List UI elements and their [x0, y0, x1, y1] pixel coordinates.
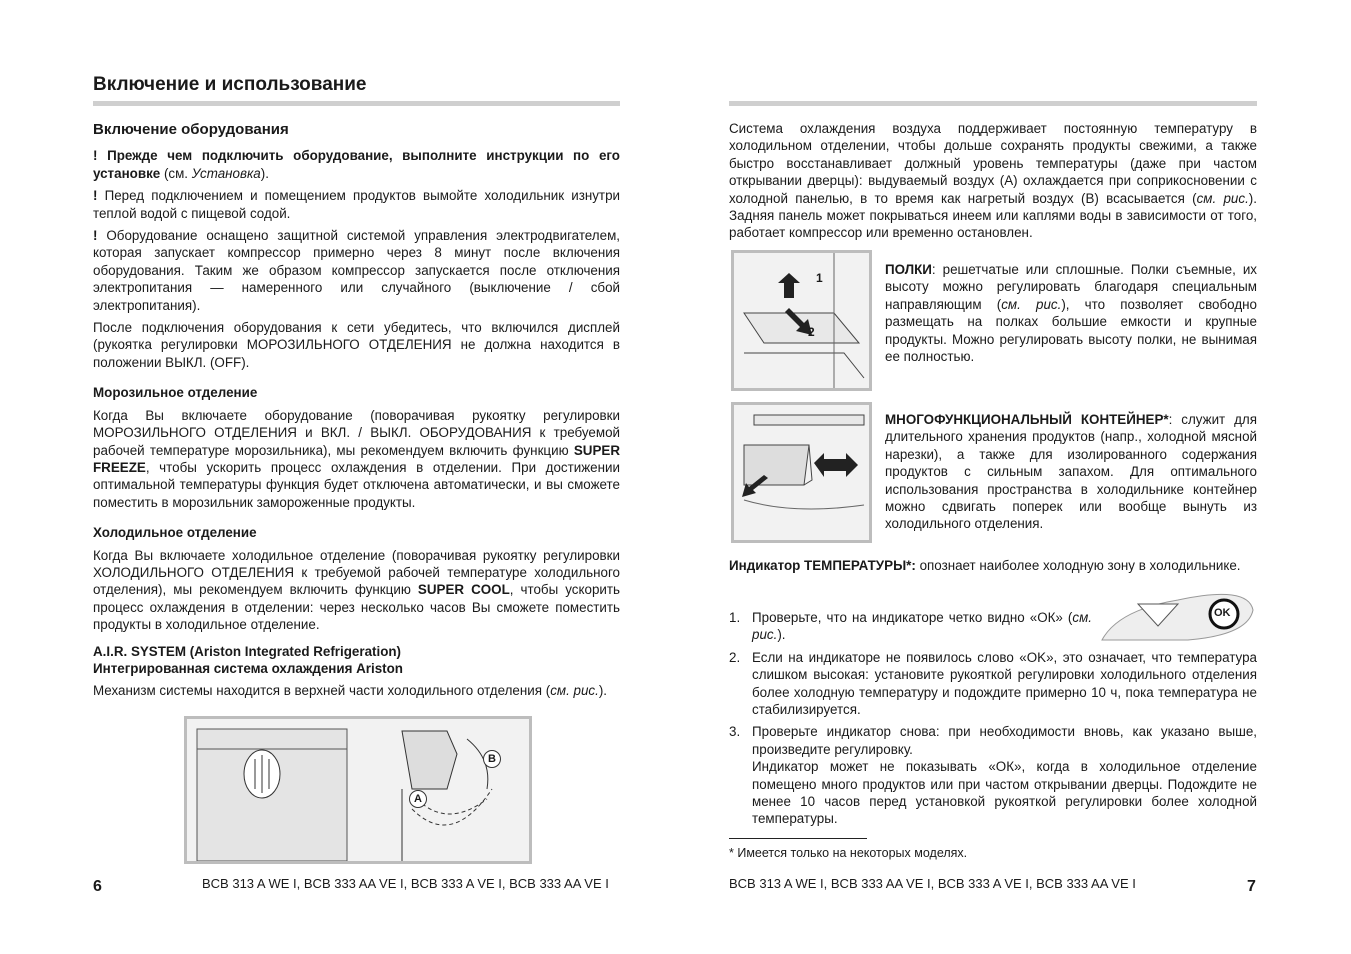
- air-system-figure: [184, 716, 532, 864]
- step-number: 2.: [729, 649, 741, 665]
- step-3: [729, 723, 1257, 827]
- shelves-figure: [731, 250, 872, 391]
- fridge-paragraph: [93, 547, 620, 634]
- ok-label: OK: [1214, 607, 1231, 619]
- page-number: 7: [1247, 878, 1256, 895]
- warning-text: Перед подключением и помещением продуктов вымойте холодильник изнутри теплой водой с пищевой содой.: [93, 188, 620, 221]
- shelves-label: ПОЛКИ: [885, 262, 932, 277]
- step-number: 1.: [729, 610, 741, 625]
- text: Когда Вы включаете холодильное отделение (поворачивая рукоятку регулировки ХОЛОДИЛЬНОГО ОТДЕЛЕНИЯ к требуемой рабочей температуре холодильного отделения), мы рекомендуем включить функцию: [93, 547, 620, 598]
- fig-ref: см. рис.: [752, 610, 1092, 643]
- container-illustration: [734, 405, 869, 540]
- fridge-heading: Холодильное отделение: [93, 525, 257, 541]
- arrow-label-1: 1: [816, 271, 823, 285]
- subtitle: Включение оборудования: [93, 121, 289, 138]
- indicator-label: Индикатор ТЕМПЕРАТУРЫ*:: [729, 558, 916, 573]
- shelves-paragraph: [885, 261, 1257, 365]
- air-system-illustration: [187, 719, 529, 861]
- text: ), что позволяет свободно размещать на полках большие емкости и крупные продукты. Можно регулировать высоту полки, не вынимая ее полностью.: [885, 296, 1257, 365]
- footer-models: BCB 313 A WE I, BCB 333 AA VE I, BCB 333 A VE I, BCB 333 AA VE I: [729, 876, 1136, 891]
- warning-end: ).: [260, 165, 269, 181]
- install-ref: Установка: [191, 165, 261, 181]
- step-text: Проверьте индикатор снова: при необходимости вновь, как указано выше, произведите регулировку.: [752, 724, 1257, 757]
- indicator-paragraph: [729, 557, 1257, 574]
- air-heading: A.I.R. SYSTEM (Ariston Integrated Refrigeration): [93, 643, 402, 659]
- footer-models: BCB 313 A WE I, BCB 333 AA VE I, BCB 333 A VE I, BCB 333 AA VE I: [202, 876, 609, 891]
- text: : служит для длительного хранения продуктов (напр., холодной мясной нарезки), а также для изолированного содержания продуктов с сильным запахом. Для оптимального использования пространства в холодильнике контейнер можно сдвигать поперек или вообще вынуть из холодильного отделения.: [885, 412, 1257, 532]
- container-label: МНОГОФУНКЦИОНАЛЬНЫЙ КОНТЕЙНЕР*: [885, 412, 1169, 427]
- warning-mark: !: [93, 188, 98, 204]
- intro-paragraph: [729, 120, 1257, 242]
- warning-install: [93, 147, 620, 182]
- arrow-label-2: 2: [808, 325, 815, 339]
- left-column: [93, 121, 620, 700]
- fig-ref: см. рис.: [1001, 296, 1062, 312]
- warning-motor: [93, 227, 620, 314]
- text: ).: [598, 683, 608, 699]
- text: , чтобы ускорить процесс охлаждения в отделении: через несколько часов Вы сможете поместить продукты в холодильное отделение.: [93, 582, 620, 633]
- text: Когда Вы включаете оборудование (поворачивая рукоятку регулировки МОРОЗИЛЬНОГО ОТДЕЛЕНИЯ и ВКЛ. / ВЫКЛ. ОБОРУДОВАНИЯ к требуемой рабочей температуре морозильника), мы рекомендуем включить функцию: [93, 407, 620, 458]
- footnote-rule: [729, 838, 867, 839]
- step-2: [729, 649, 1257, 719]
- text: , чтобы ускорить процесс охлаждения в отделении. При достижении оптимальной температуры функция будет отключена автоматически, и вы сможете поместить в морозильник замороженные продукты.: [93, 459, 620, 510]
- page-number: 6: [93, 878, 102, 895]
- fig-ref: см. рис.: [550, 683, 599, 699]
- label-a: A: [409, 790, 427, 808]
- step-text: Если на индикаторе не появилось слово «OK», это означает, что температура слишком высокая: установите рукояткой регулировки холодильного отделения более холодную температуру и подождите примерно 10 ч, пока температура не стабилизируется.: [752, 649, 1257, 718]
- display-paragraph: После подключения оборудования к сети убедитесь, что включился дисплей (рукоятка регулировки МОРОЗИЛЬНОГО ОТДЕЛЕНИЯ не должна находится в положении ВЫКЛ. (OFF).: [93, 320, 620, 370]
- title-rule: [93, 101, 620, 106]
- footnote: * Имеется только на некоторых моделях.: [729, 846, 968, 860]
- text: Механизм системы находится в верхней части холодильного отделения (: [93, 683, 551, 699]
- container-paragraph: [885, 411, 1257, 533]
- air-paragraph: [93, 682, 620, 699]
- freezer-paragraph: [93, 407, 620, 511]
- text: опознает наиболее холодную зону в холодильнике.: [915, 558, 1241, 573]
- container-figure: [731, 402, 872, 543]
- freezer-heading: Морозильное отделение: [93, 385, 258, 401]
- section-title: Включение и использование: [93, 74, 367, 95]
- air-heading-2: Интегрированная система охлаждения Ariston: [93, 660, 403, 676]
- warning-bold: ! Прежде чем подключить оборудование, выполните инструкции по его установке: [93, 148, 620, 181]
- super-cool: SUPER COOL: [417, 582, 510, 598]
- warning-text: Оборудование оснащено защитной системой управления электродвигателем, которая запускает компрессор примерно через 8 минут после включения оборудования. Таким же образом компрессор запускается после отключения электропитания — намеренного или случайного (выключение / сбой электропитания).: [93, 228, 620, 313]
- warning-wash: [93, 187, 620, 222]
- text: ). Задняя панель может покрываться инеем или каплями воды в зависимости от того, работает компрессор или временно остановлен.: [729, 190, 1257, 241]
- shelf-illustration: [734, 253, 869, 388]
- step-text: Проверьте, что на индикаторе четко видно «ОК» (: [752, 610, 1073, 625]
- steps-list: [729, 609, 1257, 833]
- super-freeze: SUPER FREEZE: [93, 442, 620, 475]
- step-note: Индикатор может не показывать «ОК», когда в холодильное отделение помещено много продуктов или при частом открывании дверцы. Подождите не менее 10 часов перед установкой рукояткой регулировки более холодной температуры.: [752, 759, 1257, 827]
- text: Система охлаждения воздуха поддерживает постоянную температуру в холодильном отделении, чтобы дольше сохранять продукты свежими, а также быстро восстанавливает должный уровень температуры (даже при частом открывании дверцы): выдуваемый воздух (А) охлаждается при соприкосновении с холодной панелью, в то время как нагретый воздух (В) всасывается (: [729, 121, 1257, 206]
- step-text: ).: [777, 627, 786, 643]
- warning-text: (см.: [160, 165, 192, 181]
- step-1: [729, 609, 1092, 644]
- title-rule: [729, 101, 1257, 106]
- fig-ref: см. рис.: [1196, 190, 1249, 206]
- label-b: B: [483, 750, 501, 768]
- text: : решетчатые или сплошные. Полки съемные, их высоту можно регулировать благодаря специальным направляющим (: [885, 262, 1257, 312]
- warning-mark: !: [93, 228, 98, 244]
- step-number: 3.: [729, 724, 741, 740]
